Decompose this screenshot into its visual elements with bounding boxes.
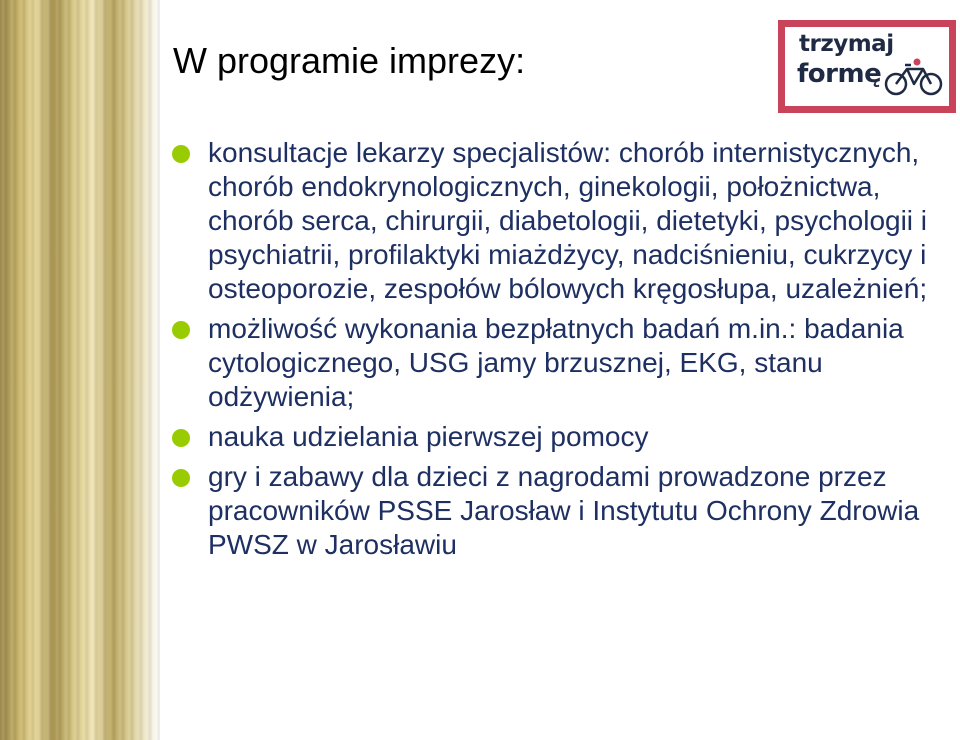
bicycle-icon (883, 57, 945, 97)
bullet-list (172, 136, 932, 568)
bullet-item-consultations (172, 136, 932, 306)
bullet-text: gry i zabawy dla dzieci z nagrodami prowadzone przez pracowników PSSE Jarosław i Instytutu Ochrony Zdrowia PWSZ w Jarosławiu (208, 461, 920, 560)
logo-text-line1: trzymaj (799, 31, 894, 57)
slide-title: W programie imprezy: (173, 40, 526, 81)
logo (778, 20, 956, 113)
bullet-dot-icon (172, 145, 190, 163)
bullet-dot-icon (172, 429, 190, 447)
bullet-text: nauka udzielania pierwszej pomocy (208, 421, 649, 452)
logo-panel (785, 27, 949, 106)
bullet-text: konsultacje lekarzy specjalistów: chorób internistycznych, chorób endokrynologicznych, ginekologii, położnictwa, chorób serca, chirurgii, diabetologii, dietetyki, psychologii i psychiatrii, profilaktyki miażdżycy, nadciśnieniu, cukrzycy i osteoporozie, zespołów bólowych kręgosłupa, uzależnień; (208, 137, 928, 304)
bullet-item-first-aid (172, 420, 932, 454)
bullet-text: możliwość wykonania bezpłatnych badań m.in.: badania cytologicznego, USG jamy brzusznej, EKG, stanu odżywienia; (208, 313, 904, 412)
bullet-item-free-tests (172, 312, 932, 414)
bullet-dot-icon (172, 469, 190, 487)
bullet-item-kids-games (172, 460, 932, 562)
bullet-dot-icon (172, 321, 190, 339)
logo-text-line2: formę (797, 59, 882, 89)
decorative-side-bar (0, 0, 160, 740)
